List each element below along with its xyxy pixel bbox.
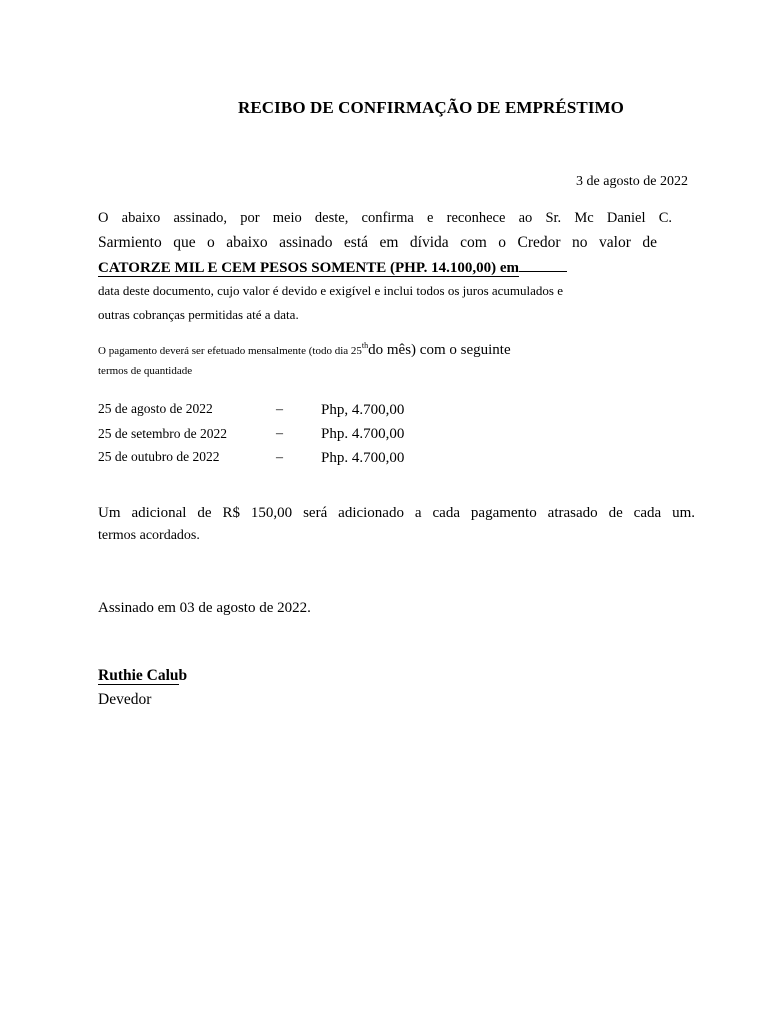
loan-amount-words: CATORZE MIL E CEM PESOS SOMENTE (PHP. 14.100,00) em	[98, 260, 520, 276]
payment-intro-line-1	[98, 342, 511, 359]
signer-role: Devedor	[98, 691, 152, 708]
signer-name	[98, 667, 187, 685]
ordinal-superscript: th	[361, 341, 369, 350]
signed-date-line: Assinado em 03 de agosto de 2022.	[98, 600, 311, 616]
document-date: 3 de agosto de 2022	[576, 174, 688, 189]
paragraph-line-1: O abaixo assinado, por meio deste, confirma e reconhece ao Sr. Mc Daniel C.	[98, 210, 672, 226]
signer-name-tail: b	[178, 667, 188, 684]
schedule-dash: –	[276, 426, 283, 441]
schedule-amount: Php. 4.700,00	[321, 450, 405, 466]
payment-intro-tail: do mês) com o seguinte	[368, 342, 511, 358]
schedule-date: 25 de outubro de 2022	[98, 449, 220, 464]
late-fee-line-2: termos acordados.	[98, 528, 200, 543]
payment-intro-text: O pagamento deverá ser efetuado mensalmente (todo dia 25	[98, 345, 362, 357]
schedule-date: 25 de setembro de 2022	[98, 426, 227, 441]
schedule-dash: –	[276, 450, 283, 465]
schedule-date: 25 de agosto de 2022	[98, 401, 213, 416]
payment-intro-line-2: termos de quantidade	[98, 365, 193, 377]
schedule-amount: Php. 4.700,00	[321, 426, 405, 442]
paragraph-line-5: outras cobranças permitidas até a data.	[98, 307, 299, 322]
paragraph-line-4: data deste documento, cujo valor é devido e exigível e inclui todos os juros acumulados e	[98, 283, 563, 298]
document-title: RECIBO DE CONFIRMAÇÃO DE EMPRÉSTIMO	[237, 98, 625, 117]
amount-underline-fill	[519, 258, 567, 272]
signer-name-underlined: Ruthie Calu	[98, 667, 179, 684]
loan-amount-line	[98, 258, 567, 277]
late-fee-line-1: Um adicional de R$ 150,00 será adicionado a cada pagamento atrasado de cada um.	[98, 505, 695, 521]
schedule-amount: Php, 4.700,00	[321, 402, 405, 418]
schedule-dash: –	[276, 402, 283, 417]
paragraph-line-2: Sarmiento que o abaixo assinado está em dívida com o Credor no valor de	[98, 234, 657, 251]
